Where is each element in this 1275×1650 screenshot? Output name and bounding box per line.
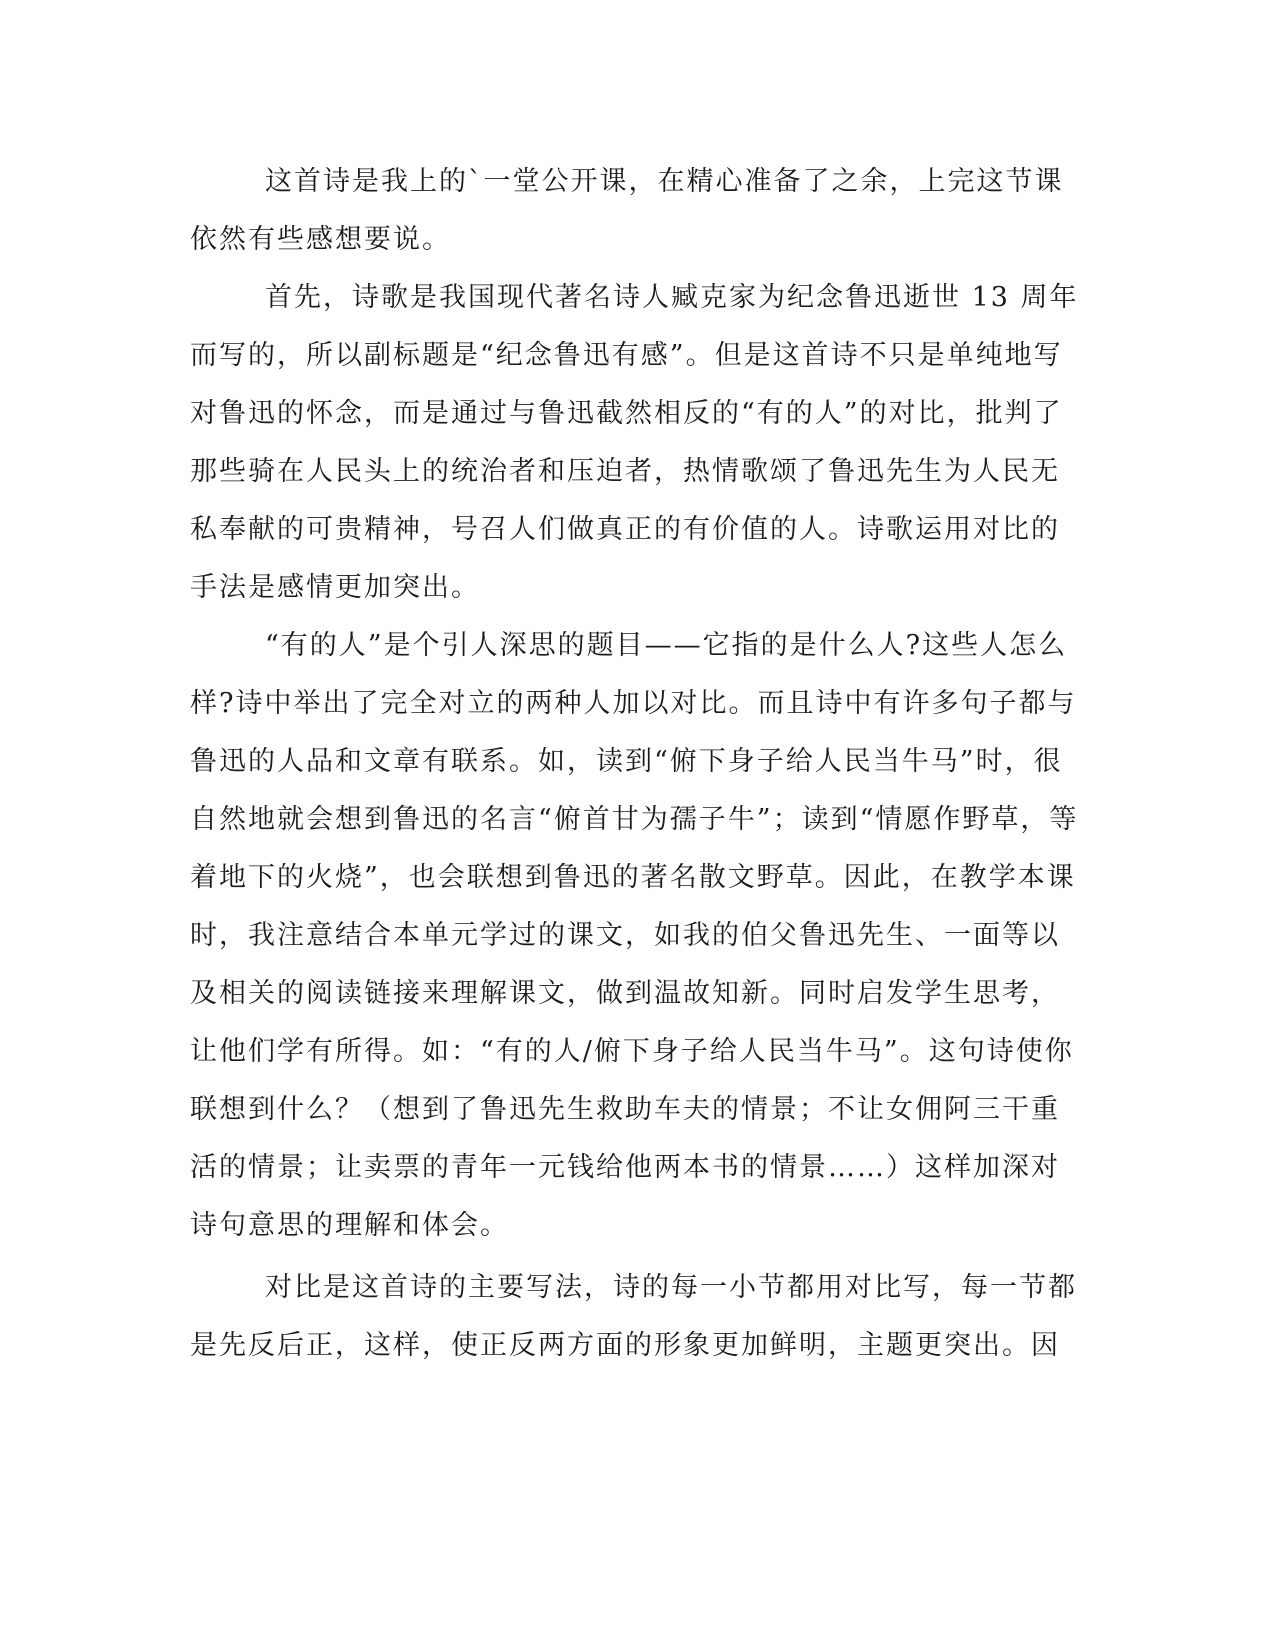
- paragraph-3-line-1: “有的人”是个引人深思的题目——它指的是什么人?这些人怎么: [265, 630, 1068, 661]
- paragraph-4-line-1: 对比是这首诗的主要写法，诗的每一小节都用对比写，每一节都: [265, 1272, 1077, 1303]
- paragraph-2-line-4: 那些骑在人民头上的统治者和压迫者，热情歌颂了鲁迅先生为人民无: [190, 456, 1060, 487]
- paragraph-1-line-2: 依然有些感想要说。: [190, 224, 451, 255]
- paragraph-3-line-10: 活的情景；让卖票的青年一元钱给他两本书的情景……）这样加深对: [190, 1152, 1060, 1183]
- paragraph-3-line-3: 鲁迅的人品和文章有联系。如，读到“俯下身子给人民当牛马”时，很: [190, 746, 1063, 777]
- paragraph-3-line-6: 时，我注意结合本单元学过的课文，如我的伯父鲁迅先生、一面等以: [190, 920, 1060, 951]
- paragraph-3-line-7: 及相关的阅读链接来理解课文，做到温故知新。同时启发学生思考，: [190, 978, 1060, 1009]
- paragraph-2-line-3: 对鲁迅的怀念，而是通过与鲁迅截然相反的“有的人”的对比，批判了: [190, 398, 1063, 429]
- paragraph-2-line-5: 私奉献的可贵精神，号召人们做真正的有价值的人。诗歌运用对比的: [190, 514, 1060, 545]
- paragraph-2-line-2: 而写的，所以副标题是“纪念鲁迅有感”。但是这首诗不只是单纯地写: [190, 340, 1063, 371]
- paragraph-3-line-8: 让他们学有所得。如：“有的人/俯下身子给人民当牛马”。这句诗使你: [190, 1036, 1074, 1067]
- paragraph-2-line-1: 首先，诗歌是我国现代著名诗人臧克家为纪念鲁迅逝世 13 周年: [265, 282, 1079, 313]
- paragraph-3-line-2: 样?诗中举出了完全对立的两种人加以对比。而且诗中有许多句子都与: [190, 688, 1077, 719]
- paragraph-2-line-6: 手法是感情更加突出。: [190, 572, 480, 603]
- paragraph-1-line-1: 这首诗是我上的`一堂公开课，在精心准备了之余，上完这节课: [265, 166, 1064, 197]
- paragraph-4-line-2: 是先反后正，这样，使正反两方面的形象更加鲜明，主题更突出。因: [190, 1330, 1060, 1361]
- paragraph-3-line-9: 联想到什么？（想到了鲁迅先生救助车夫的情景；不让女佣阿三干重: [190, 1094, 1060, 1125]
- paragraph-3-line-11: 诗句意思的理解和体会。: [190, 1210, 509, 1241]
- paragraph-3-line-4: 自然地就会想到鲁迅的名言“俯首甘为孺子牛”；读到“情愿作野草，等: [190, 804, 1079, 835]
- paragraph-3-line-5: 着地下的火烧”，也会联想到鲁迅的著名散文野草。因此，在教学本课: [190, 862, 1076, 893]
